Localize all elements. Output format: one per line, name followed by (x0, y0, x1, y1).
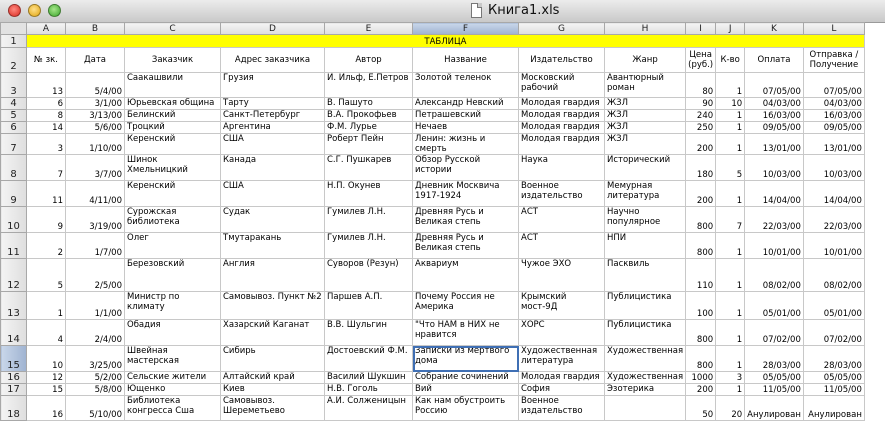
grid-cell[interactable]: 07/02/00 (803, 320, 864, 346)
grid-cell[interactable]: И. Ильф, Е.Петров (325, 73, 413, 98)
grid-cell[interactable]: 1 (716, 292, 745, 320)
grid-cell[interactable]: Самовывоз. Пункт №2 (221, 292, 325, 320)
grid-cell[interactable]: Тарту (221, 98, 325, 110)
grid-cell[interactable]: НПИ (605, 233, 686, 259)
grid-cell[interactable]: 11/05/00 (745, 384, 804, 396)
column-header-g[interactable]: G (519, 23, 605, 35)
grid-cell[interactable]: 20 (716, 396, 745, 421)
grid-cell[interactable]: Александр Невский (413, 98, 519, 110)
table-row (1, 292, 865, 320)
grid-cell[interactable]: 13/01/00 (745, 134, 804, 155)
grid-cell[interactable]: Олег (125, 233, 221, 259)
grid-cell[interactable]: Ф.М. Лурье (325, 122, 413, 134)
grid-cell[interactable]: София (519, 384, 605, 396)
grid-cell[interactable]: Дневник Москвича 1917-1924 (413, 181, 519, 207)
grid-cell[interactable]: 1/7/00 (66, 233, 125, 259)
column-header-b[interactable]: B (66, 23, 125, 35)
grid-cell[interactable]: Золотой теленок (413, 73, 519, 98)
grid-cell[interactable]: Исторический (605, 155, 686, 181)
grid-cell[interactable]: Керенский (125, 181, 221, 207)
grid-cell[interactable]: 100 (686, 292, 716, 320)
grid-cell[interactable]: 10 (716, 98, 745, 110)
grid-cell[interactable]: Швейная мастерская (125, 346, 221, 372)
table-row (1, 155, 865, 181)
grid-cell[interactable]: Сибирь (221, 346, 325, 372)
column-label-cell[interactable]: № зк. (27, 48, 66, 73)
column-header-a[interactable]: A (27, 23, 66, 35)
grid-cell[interactable]: 16/03/00 (745, 110, 804, 122)
column-header-e[interactable]: E (325, 23, 413, 35)
grid-cell[interactable]: Обадия (125, 320, 221, 346)
grid-cell[interactable]: Петрашевский (413, 110, 519, 122)
column-header-c[interactable]: C (125, 23, 221, 35)
row-header-5[interactable]: 5 (1, 110, 27, 122)
grid-cell[interactable]: 3/1/00 (66, 98, 125, 110)
row-header-9[interactable]: 9 (1, 181, 27, 207)
grid-cell[interactable]: Эзотерика (605, 384, 686, 396)
column-label-cell[interactable]: Дата (66, 48, 125, 73)
grid-cell[interactable]: 16/03/00 (803, 110, 864, 122)
grid-cell[interactable]: ЖЗЛ (605, 122, 686, 134)
grid-cell[interactable]: Авантюрный роман (605, 73, 686, 98)
grid-cell[interactable]: 1000 (686, 372, 716, 384)
grid-cell[interactable]: Крымский мост-9Д (519, 292, 605, 320)
grid-cell[interactable]: Анулирован (745, 396, 804, 421)
window-titlebar (0, 0, 885, 23)
grid-cell[interactable]: Военное издательство (519, 181, 605, 207)
grid-cell[interactable]: Молодая гвардия (519, 122, 605, 134)
row-header-4[interactable]: 4 (1, 98, 27, 110)
grid-cell[interactable]: 9 (27, 207, 66, 233)
grid-cell[interactable]: 110 (686, 259, 716, 292)
grid-cell[interactable]: 5/10/00 (66, 396, 125, 421)
grid-cell[interactable]: 13 (27, 73, 66, 98)
grid-cell[interactable]: 07/05/00 (803, 73, 864, 98)
grid-cell[interactable]: Публицистика (605, 320, 686, 346)
grid-cell[interactable]: Белинский (125, 110, 221, 122)
grid-cell[interactable]: В.В. Шульгин (325, 320, 413, 346)
column-label-cell[interactable]: Название (413, 48, 519, 73)
grid-cell[interactable]: Аквариум (413, 259, 519, 292)
grid-cell[interactable]: Анулирован (803, 396, 864, 421)
grid-cell[interactable]: Керенский (125, 134, 221, 155)
grid-cell[interactable]: ХОРС (519, 320, 605, 346)
grid-cell[interactable]: Научно популярное (605, 207, 686, 233)
table-title-banner[interactable]: ТАБЛИЦА (27, 35, 865, 48)
grid-cell[interactable]: 04/03/00 (745, 98, 804, 110)
grid-cell[interactable]: 22/03/00 (803, 207, 864, 233)
grid-cell[interactable]: Молодая гвардия (519, 372, 605, 384)
grid-cell[interactable]: Как нам обустроить Россию (413, 396, 519, 421)
grid-cell[interactable]: 4 (27, 320, 66, 346)
grid-cell[interactable]: Почему Россия не Америка (413, 292, 519, 320)
grid-cell[interactable]: 3/25/00 (66, 346, 125, 372)
row-header-16[interactable]: 16 (1, 372, 27, 384)
table-row (1, 181, 865, 207)
grid-cell[interactable]: Троцкий (125, 122, 221, 134)
grid-cell[interactable]: Художественная (605, 346, 686, 372)
grid-cell[interactable]: Самовывоз. Шереметьево (221, 396, 325, 421)
grid-cell[interactable]: АСТ (519, 233, 605, 259)
table-row (1, 259, 865, 292)
grid-cell[interactable]: 05/01/00 (803, 292, 864, 320)
grid-cell[interactable]: С.Г. Пушкарев (325, 155, 413, 181)
grid-cell[interactable]: 1 (716, 233, 745, 259)
grid-cell[interactable]: Н.В. Гоголь (325, 384, 413, 396)
grid-cell[interactable]: 11 (27, 181, 66, 207)
row-header-15[interactable]: 15 (1, 346, 27, 372)
grid-cell[interactable]: 08/02/00 (745, 259, 804, 292)
grid-cell[interactable]: Молодая гвардия (519, 134, 605, 155)
grid-cell[interactable]: 22/03/00 (745, 207, 804, 233)
grid-cell[interactable]: 2 (27, 233, 66, 259)
table-row (1, 110, 865, 122)
table-row (1, 207, 865, 233)
grid-cell[interactable]: 200 (686, 384, 716, 396)
grid-cell[interactable]: 10/03/00 (745, 155, 804, 181)
grid-cell[interactable]: 1 (716, 320, 745, 346)
grid-cell[interactable]: 1 (716, 346, 745, 372)
grid-cell[interactable]: 14/04/00 (803, 181, 864, 207)
column-label-cell[interactable]: Адрес заказчика (221, 48, 325, 73)
grid-cell[interactable]: Березовский (125, 259, 221, 292)
row-header-3[interactable]: 3 (1, 73, 27, 98)
grid-cell[interactable]: 11/05/00 (803, 384, 864, 396)
grid-cell[interactable]: 12 (27, 372, 66, 384)
grid-cell[interactable]: Собрание сочинений (413, 372, 519, 384)
grid-cell[interactable]: В. Пашуто (325, 98, 413, 110)
row-header-14[interactable]: 14 (1, 320, 27, 346)
close-window-button[interactable] (8, 4, 21, 17)
column-header-d[interactable]: D (221, 23, 325, 35)
grid-cell[interactable]: 09/05/00 (745, 122, 804, 134)
grid-cell[interactable]: 200 (686, 134, 716, 155)
grid-cell[interactable]: 05/05/00 (803, 372, 864, 384)
table-row (1, 346, 865, 372)
grid-cell[interactable]: Мемурная литература (605, 181, 686, 207)
grid-cell[interactable]: 28/03/00 (803, 346, 864, 372)
row-header-17[interactable]: 17 (1, 384, 27, 396)
grid-cell[interactable]: 4/11/00 (66, 181, 125, 207)
grid-cell[interactable]: 28/03/00 (745, 346, 804, 372)
grid-cell[interactable]: 7 (716, 207, 745, 233)
select-all-corner[interactable] (1, 23, 27, 35)
table-row (1, 372, 865, 384)
row-header-10[interactable]: 10 (1, 207, 27, 233)
grid-cell[interactable]: Роберт Пейн (325, 134, 413, 155)
window-title: Книга1.xls (488, 3, 560, 18)
grid-cell[interactable]: 8 (27, 110, 66, 122)
grid-cell[interactable]: "Что НАМ в НИХ не нравится (413, 320, 519, 346)
grid-cell[interactable]: Молодая гвардия (519, 110, 605, 122)
grid-cell[interactable]: 3 (716, 372, 745, 384)
grid-cell[interactable]: АСТ (519, 207, 605, 233)
column-label-cell[interactable]: Автор (325, 48, 413, 73)
grid-cell[interactable]: Московский рабочий (519, 73, 605, 98)
row-header-2[interactable]: 2 (1, 48, 27, 73)
grid-cell[interactable]: 5/6/00 (66, 122, 125, 134)
grid-cell[interactable]: ЖЗЛ (605, 110, 686, 122)
grid-cell[interactable]: Англия (221, 259, 325, 292)
grid-cell[interactable]: Ющенко (125, 384, 221, 396)
column-label-cell[interactable]: Отправка / Получение (803, 48, 864, 73)
grid-cell[interactable]: 1 (716, 73, 745, 98)
grid-cell[interactable]: Аргентина (221, 122, 325, 134)
row-header-18[interactable]: 18 (1, 396, 27, 421)
grid-cell[interactable]: Сельские жители (125, 372, 221, 384)
row-header-8[interactable]: 8 (1, 155, 27, 181)
column-label-cell[interactable]: Цена (руб.) (686, 48, 716, 73)
grid-cell[interactable]: 10/03/00 (803, 155, 864, 181)
grid-cell[interactable]: 1/10/00 (66, 134, 125, 155)
grid-cell[interactable]: Древняя Русь и Великая степь (413, 207, 519, 233)
grid-cell[interactable]: 80 (686, 73, 716, 98)
table-row (1, 122, 865, 134)
column-header-i[interactable]: I (686, 23, 716, 35)
grid-cell[interactable]: 13/01/00 (803, 134, 864, 155)
grid-cell[interactable]: США (221, 181, 325, 207)
grid-cell[interactable]: Публицистика (605, 292, 686, 320)
table-row (1, 233, 865, 259)
table-row (1, 384, 865, 396)
grid-cell[interactable]: 07/05/00 (745, 73, 804, 98)
column-header-f[interactable]: F (413, 23, 519, 35)
grid-cell[interactable]: Гумилев Л.Н. (325, 207, 413, 233)
column-label-cell[interactable]: Заказчик (125, 48, 221, 73)
grid-cell[interactable]: 800 (686, 207, 716, 233)
grid-cell[interactable]: А.И. Солженицын (325, 396, 413, 421)
grid-cell[interactable]: 1 (716, 134, 745, 155)
grid-cell[interactable]: 07/02/00 (745, 320, 804, 346)
column-header-l[interactable]: L (803, 23, 864, 35)
table-row (1, 320, 865, 346)
grid-cell[interactable]: Юрьевская община (125, 98, 221, 110)
grid-cell[interactable]: Военное издательство (519, 396, 605, 421)
grid-cell[interactable]: ЖЗЛ (605, 98, 686, 110)
column-header-k[interactable]: K (745, 23, 804, 35)
grid-cell[interactable]: Обзор Русской истории (413, 155, 519, 181)
grid-cell[interactable]: Древняя Русь и Великая степь (413, 233, 519, 259)
grid-cell[interactable]: Суворов (Резун) (325, 259, 413, 292)
grid-cell[interactable]: 800 (686, 233, 716, 259)
column-label-cell[interactable]: Издательство (519, 48, 605, 73)
grid-cell[interactable]: 04/03/00 (803, 98, 864, 110)
grid-cell[interactable]: Библиотека конгресса Сша (125, 396, 221, 421)
grid-cell[interactable] (605, 396, 686, 421)
grid-cell[interactable]: 5/4/00 (66, 73, 125, 98)
column-label-cell[interactable]: Оплата (745, 48, 804, 73)
grid-cell[interactable]: 1 (27, 292, 66, 320)
grid-cell[interactable]: Василий Шукшин (325, 372, 413, 384)
table-row (1, 73, 865, 98)
grid-cell[interactable]: 10/01/00 (745, 233, 804, 259)
grid-cell[interactable]: В.А. Прокофьев (325, 110, 413, 122)
grid-cell[interactable]: 1 (716, 122, 745, 134)
row-header-13[interactable]: 13 (1, 292, 27, 320)
grid-cell[interactable]: 10 (27, 346, 66, 372)
grid-cell[interactable]: Тмутаракань (221, 233, 325, 259)
column-header-h[interactable]: H (605, 23, 686, 35)
grid-cell[interactable]: 2/4/00 (66, 320, 125, 346)
column-header-j[interactable]: J (716, 23, 745, 35)
grid-cell[interactable]: 180 (686, 155, 716, 181)
grid-cell[interactable]: США (221, 134, 325, 155)
grid-cell[interactable]: 05/01/00 (745, 292, 804, 320)
grid-cell[interactable]: 3 (27, 134, 66, 155)
row-header-1[interactable]: 1 (1, 35, 27, 48)
document-icon (471, 3, 482, 18)
grid-cell[interactable]: Достоевский Ф.М. (325, 346, 413, 372)
row-header-12[interactable]: 12 (1, 259, 27, 292)
grid-cell[interactable]: Судак (221, 207, 325, 233)
grid-cell[interactable]: 3/19/00 (66, 207, 125, 233)
grid-cell[interactable]: 05/05/00 (745, 372, 804, 384)
column-label-cell[interactable]: К-во (716, 48, 745, 73)
table-row (1, 396, 865, 421)
grid-cell[interactable]: Грузия (221, 73, 325, 98)
grid-cell[interactable]: 800 (686, 346, 716, 372)
grid-cell[interactable]: Наука (519, 155, 605, 181)
grid-cell[interactable]: 10/01/00 (803, 233, 864, 259)
grid-cell[interactable]: 1 (716, 384, 745, 396)
grid-cell[interactable]: 6 (27, 98, 66, 110)
grid-cell[interactable]: 200 (686, 181, 716, 207)
grid-cell[interactable]: Алтайский край (221, 372, 325, 384)
grid-cell[interactable]: 800 (686, 320, 716, 346)
grid-cell[interactable]: Художественная (605, 372, 686, 384)
grid-cell[interactable]: Сурожская библиотека (125, 207, 221, 233)
row-header-6[interactable]: 6 (1, 122, 27, 134)
grid-cell[interactable]: Ленин: жизнь и смерть (413, 134, 519, 155)
grid-cell[interactable]: Министр по климату (125, 292, 221, 320)
grid-cell[interactable]: 5/8/00 (66, 384, 125, 396)
table-row (1, 134, 865, 155)
zoom-window-button[interactable] (48, 4, 61, 17)
grid-cell[interactable]: Записки из мертвого дома (413, 346, 519, 372)
row-header-11[interactable]: 11 (1, 233, 27, 259)
grid-cell[interactable]: 5/2/00 (66, 372, 125, 384)
grid-cell[interactable]: 5 (27, 259, 66, 292)
grid-cell[interactable]: 14/04/00 (745, 181, 804, 207)
grid-cell[interactable]: 3/7/00 (66, 155, 125, 181)
grid-cell[interactable]: 2/5/00 (66, 259, 125, 292)
grid-cell[interactable]: Пасквиль (605, 259, 686, 292)
spreadsheet-grid[interactable] (0, 22, 865, 421)
grid-cell[interactable]: Саакашвили (125, 73, 221, 98)
grid-cell[interactable]: Хазарский Каганат (221, 320, 325, 346)
grid-cell[interactable]: 240 (686, 110, 716, 122)
grid-cell[interactable]: 1 (716, 259, 745, 292)
grid-cell[interactable]: 15 (27, 384, 66, 396)
grid-cell[interactable]: 1 (716, 181, 745, 207)
grid-cell[interactable]: Нечаев (413, 122, 519, 134)
row-header-7[interactable]: 7 (1, 134, 27, 155)
grid-cell[interactable]: Киев (221, 384, 325, 396)
grid-cell[interactable]: 1 (716, 110, 745, 122)
grid-cell[interactable]: Гумилев Л.Н. (325, 233, 413, 259)
grid-cell[interactable]: Молодая гвардия (519, 98, 605, 110)
grid-cell[interactable]: Вий (413, 384, 519, 396)
column-label-cell[interactable]: Жанр (605, 48, 686, 73)
grid-cell[interactable]: 1/1/00 (66, 292, 125, 320)
table-row (1, 98, 865, 110)
grid-cell[interactable]: 16 (27, 396, 66, 421)
grid-cell[interactable]: Канада (221, 155, 325, 181)
grid-cell[interactable]: Н.П. Окунев (325, 181, 413, 207)
grid-cell[interactable]: Шинок Хмельницкий (125, 155, 221, 181)
grid-cell[interactable]: Чужое ЭХО (519, 259, 605, 292)
grid-cell[interactable]: 5 (716, 155, 745, 181)
grid-cell[interactable]: 250 (686, 122, 716, 134)
grid-cell[interactable]: 09/05/00 (803, 122, 864, 134)
grid-cell[interactable]: 90 (686, 98, 716, 110)
grid-cell[interactable]: 7 (27, 155, 66, 181)
grid-cell[interactable]: Паршев А.П. (325, 292, 413, 320)
grid-cell[interactable]: 08/02/00 (803, 259, 864, 292)
grid-cell[interactable]: 50 (686, 396, 716, 421)
grid-cell[interactable]: 3/13/00 (66, 110, 125, 122)
grid-cell[interactable]: 14 (27, 122, 66, 134)
grid-cell[interactable]: Художественная литература (519, 346, 605, 372)
grid-cell[interactable]: Санкт-Петербург (221, 110, 325, 122)
minimize-window-button[interactable] (28, 4, 41, 17)
grid-cell[interactable]: ЖЗЛ (605, 134, 686, 155)
